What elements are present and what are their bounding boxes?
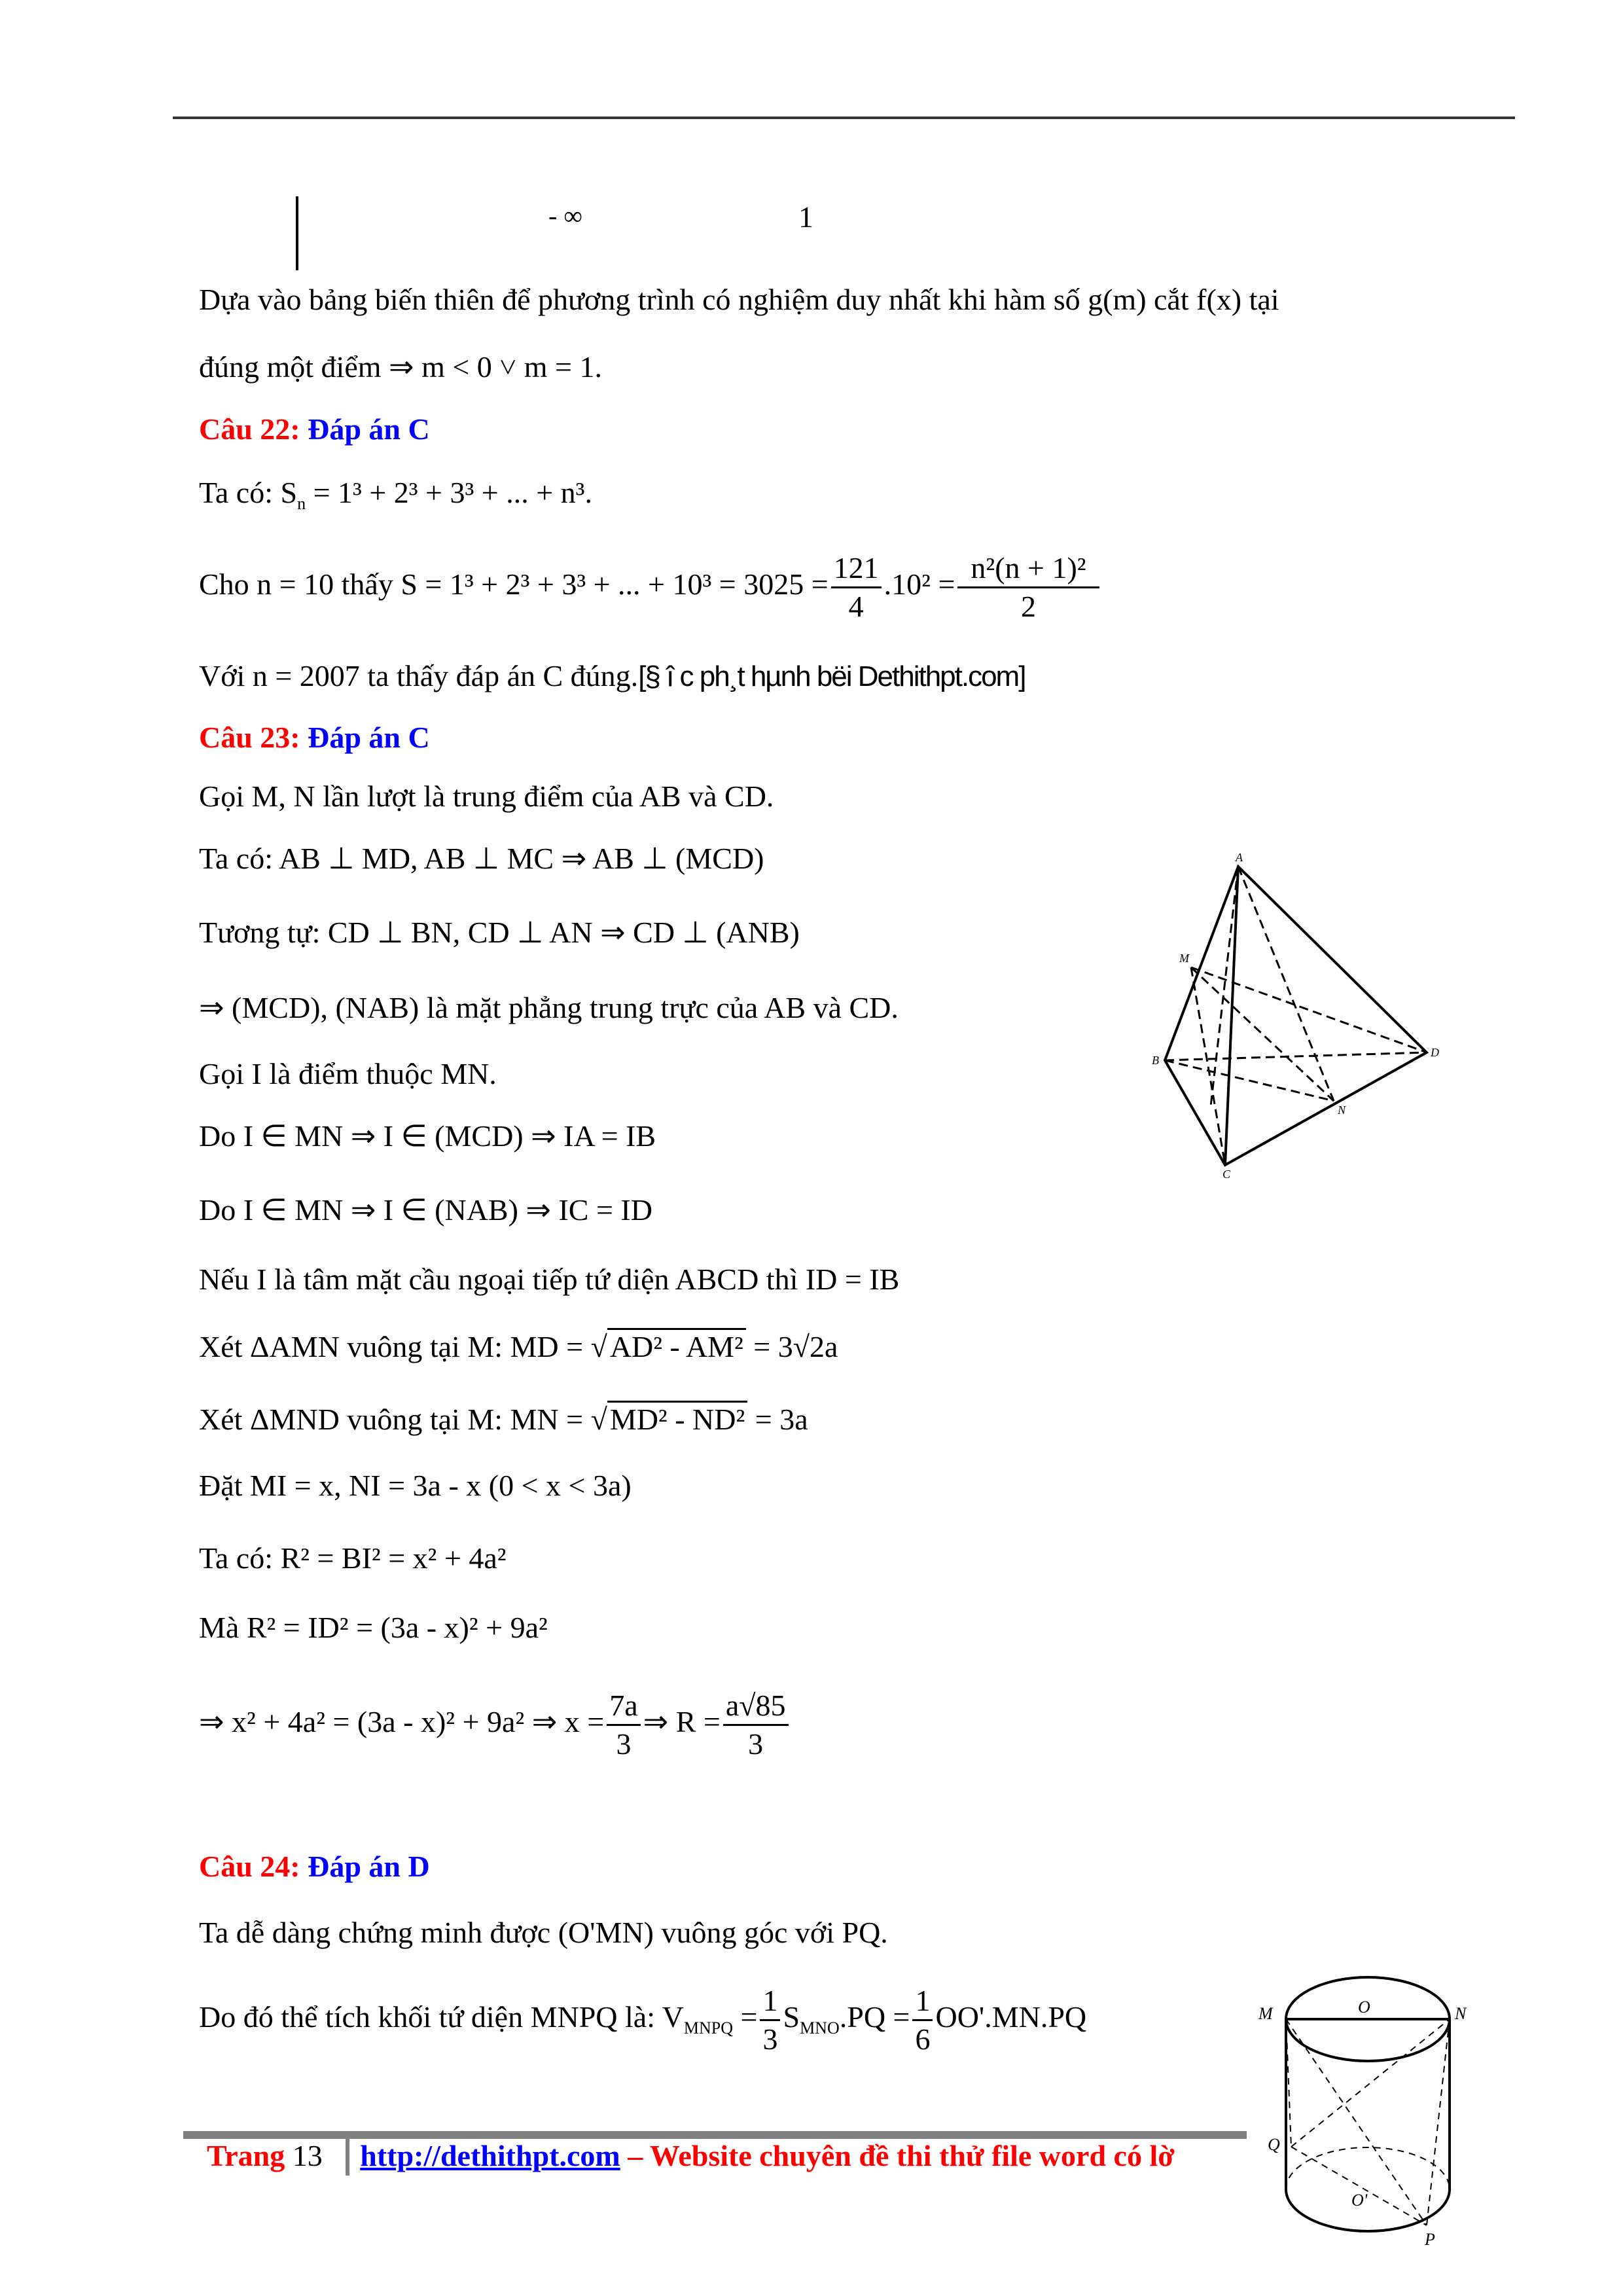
text-line: Ta có: R² = BI² = x² + 4a² <box>199 1541 507 1575</box>
text-line: Xét ΔAMN vuông tại M: MD = √AD² - AM² = 3√2a <box>199 1327 838 1367</box>
text-line: Đặt MI = x, NI = 3a - x (0 < x < 3a) <box>199 1469 632 1502</box>
svg-text:O: O <box>1358 1998 1370 2017</box>
svg-text:N: N <box>1338 1103 1346 1117</box>
answer-label: Đáp án C <box>308 412 430 446</box>
footer-link[interactable]: http://dethithpt.com <box>360 2139 620 2172</box>
svg-text:M: M <box>1258 2004 1273 2023</box>
text-line: ⇒ (MCD), (NAB) là mặt phẳng trung trực của AB và CD. <box>199 991 899 1024</box>
footer <box>207 2136 1247 2176</box>
svg-text:A: A <box>1236 851 1243 864</box>
text-line: đúng một điểm ⇒ m < 0 ˅ m = 1. <box>199 350 602 384</box>
text-line: Xét ΔMND vuông tại M: MN = √MD² - ND² = 3a <box>199 1400 808 1439</box>
footer-page-label: Trang <box>207 2139 285 2172</box>
text-line: Do đó thể tích khối tứ diện MNPQ là: $V_{MNPQ}$ = $\frac{1}{3}$ $S_{MNO}.PQ$ = $\frac{1}{6}$ OO'.MN.PQ <box>199 1984 1087 2056</box>
text-line: Ta có: AB ⊥ MD, AB ⊥ MC ⇒ AB ⊥ (MCD) <box>199 842 764 875</box>
text-line: Với n = 2007 ta thấy đáp án C đúng.[§ î c ph¸t hµnh bëi Dethithpt.com] <box>199 659 1026 692</box>
answer-label: Đáp án C <box>308 721 430 754</box>
text-line: Do I ∈ MN ⇒ I ∈ (MCD) ⇒ IA = IB <box>199 1119 656 1153</box>
answer-label: Đáp án D <box>308 1850 430 1883</box>
svg-text:P: P <box>1425 2230 1435 2249</box>
svg-text:B: B <box>1152 1054 1159 1067</box>
svg-text:O': O' <box>1351 2191 1368 2210</box>
svg-text:M: M <box>1179 952 1189 965</box>
cylinder-figure <box>1253 1967 1489 2255</box>
question-label: Câu 22: <box>199 412 300 446</box>
tetrahedron-figure <box>1145 844 1446 1178</box>
svg-text:N: N <box>1455 2004 1467 2023</box>
table-one: 1 <box>798 200 813 234</box>
source-note: [§ î c ph¸t hµnh bëi Dethithpt.com] <box>638 660 1026 692</box>
footer-page-number: 13 <box>292 2139 323 2172</box>
text-line: Dựa vào bảng biến thiên để phương trình có nghiệm duy nhất khi hàm số g(m) cắt f(x) tại <box>199 283 1279 316</box>
text-line: Mà R² = ID² = (3a - x)² + 9a² <box>199 1611 548 1644</box>
svg-text:C: C <box>1222 1168 1231 1178</box>
svg-text:Q: Q <box>1268 2135 1280 2154</box>
table-border <box>296 196 298 270</box>
text-line: ⇒ x² + 4a² = (3a - x)² + 9a² ⇒ x = $\frac{7a}{3}$ ⇒ R = $\frac{a√85}{3}$ <box>199 1687 791 1763</box>
question-label: Câu 24: <box>199 1850 300 1883</box>
text-line: Gọi M, N lần lượt là trung điểm của AB và CD. <box>199 780 774 813</box>
text-line: Tương tự: CD ⊥ BN, CD ⊥ AN ⇒ CD ⊥ (ANB) <box>199 916 800 949</box>
question-label: Câu 23: <box>199 721 300 754</box>
text-line: Nếu I là tâm mặt cầu ngoại tiếp tứ diện ABCD thì ID = IB <box>199 1263 900 1296</box>
table-neg-inf: - ∞ <box>548 201 582 230</box>
text-line: Ta có: $S_n = 1^3 + 2^3 + 3^3$ + ... + n³. <box>199 476 592 513</box>
footer-tagline: – Website chuyên đề thi thử file word có lờ <box>628 2139 1175 2172</box>
svg-text:D: D <box>1431 1046 1439 1059</box>
header-rule <box>173 117 1515 119</box>
text-line: Cho n = 10 thấy S = 1³ + 2³ + 3³ + ... + 10³ = 3025 = $\frac{121}{4}$ .10² = $\frac{\text{n²(n + 1)²}}{2}$ <box>199 550 1102 625</box>
text-line: Ta dễ dàng chứng minh được (O'MN) vuông góc với PQ. <box>199 1916 888 1949</box>
text-line: Do I ∈ MN ⇒ I ∈ (NAB) ⇒ IC = ID <box>199 1193 652 1227</box>
text-line: Gọi I là điểm thuộc MN. <box>199 1057 497 1090</box>
